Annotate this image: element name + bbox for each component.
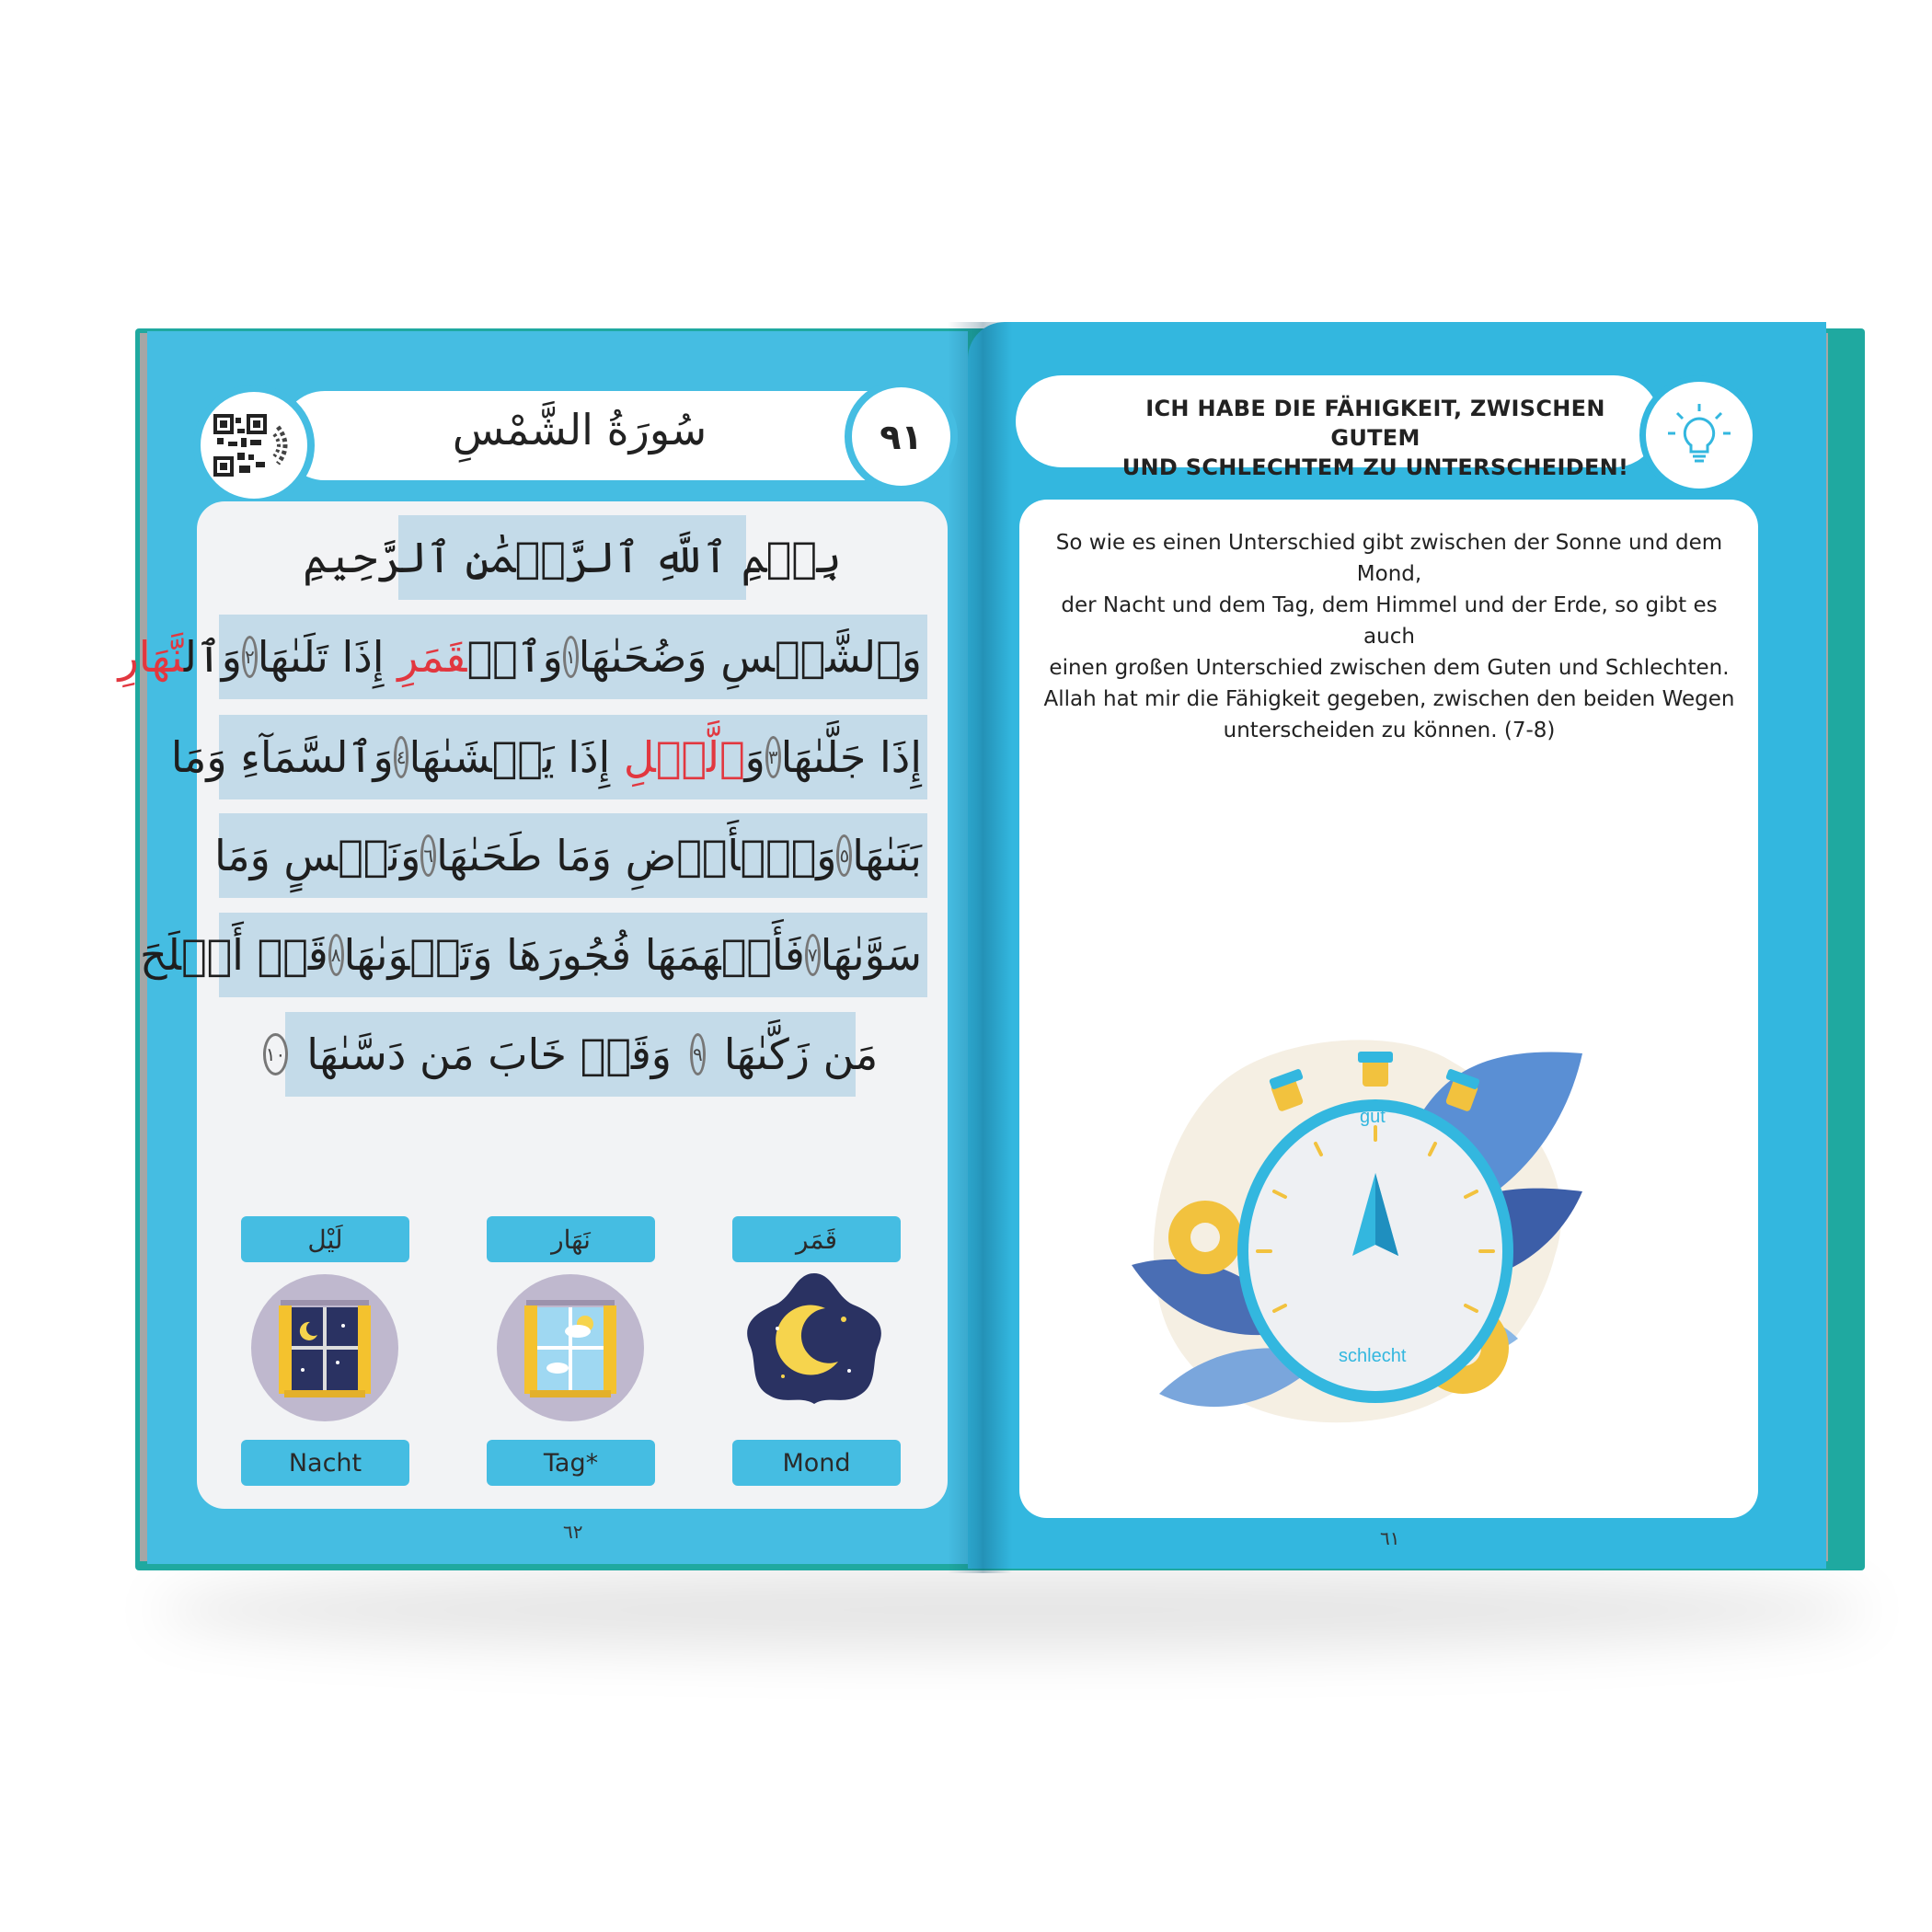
surah-number-badge: ٩١ xyxy=(845,380,958,493)
ayah-end-marker: ٣ xyxy=(765,736,781,778)
day-window-icon xyxy=(497,1274,644,1421)
left-page-number: ٦٢ xyxy=(563,1521,583,1543)
ayah-end-marker: ٢ xyxy=(242,636,258,678)
ayah-text: وَٱلشَّمۡسِ وَضُحَىٰهَا xyxy=(578,632,922,682)
heading-line-2: UND SCHLECHTEM ZU UNTERSCHEIDEN! xyxy=(1121,454,1629,480)
ayah-end-marker: ٦ xyxy=(420,834,436,877)
vocab-german-night: Nacht xyxy=(241,1440,409,1486)
ayah-line-3 xyxy=(213,813,927,898)
ayah-line-4 xyxy=(140,913,927,997)
ayah-text: وَٱلَّيۡلِ إِذَا يَغۡشَىٰهَا xyxy=(408,732,765,782)
qr-code-badge[interactable] xyxy=(193,385,315,506)
explanation-text xyxy=(1035,527,1743,746)
vocab-german-moon: Mond xyxy=(732,1440,901,1486)
ayah-end-marker: ٨ xyxy=(328,934,344,976)
ayah-end-marker: ٥ xyxy=(836,834,852,877)
vocab-arabic-moon: قَمَر xyxy=(732,1216,901,1262)
body-line: So wie es einen Unterschied gibt zwischen der Sonne und dem Mond, xyxy=(1055,531,1723,586)
lightbulb-icon xyxy=(1662,398,1736,472)
ayah-text: مَن زَكَّىٰهَا xyxy=(723,1029,879,1079)
ayah-text: وَٱلسَّمَآءِ وَمَا xyxy=(170,732,394,782)
ayah-end-marker: ١٠ xyxy=(263,1033,288,1075)
lightbulb-badge xyxy=(1639,375,1759,495)
vocab-german-day: Tag* xyxy=(487,1440,655,1486)
ayah-text: فَأَلۡهَمَهَا فُجُورَهَا وَتَقۡوَىٰهَا xyxy=(343,930,805,980)
body-line: der Nacht und dem Tag, dem Himmel und der Erde, so gibt es auch xyxy=(1061,593,1718,649)
ayah-text: وَٱلۡقَمَرِ إِذَا تَلَىٰهَا xyxy=(257,632,563,682)
ayah-text: قَدۡ أَفۡلَحَ xyxy=(140,930,328,980)
ayah-line-2 xyxy=(170,715,927,799)
ayah-end-marker: ٧ xyxy=(805,934,821,976)
basmala-line xyxy=(303,515,842,600)
vocab-arabic-day: نَهَار xyxy=(487,1216,655,1262)
compass-illustration xyxy=(1122,1026,1601,1449)
ayah-end-marker: ٩ xyxy=(690,1033,706,1075)
night-window-icon xyxy=(251,1274,398,1421)
vocab-arabic-night: لَيْل xyxy=(241,1216,409,1262)
dial-label-bad: schlecht xyxy=(1339,1346,1407,1366)
ayah-text: وَٱلۡأَرۡضِ وَمَا طَحَىٰهَا xyxy=(436,831,837,880)
ayah-text: إِذَا جَلَّىٰهَا xyxy=(780,732,922,782)
body-line: einen großen Unterschied zwischen dem Guten und Schlechten. xyxy=(1049,656,1730,680)
ayah-line-1 xyxy=(118,615,927,699)
ayah-text: وَنَفۡسٍ وَمَا xyxy=(213,831,421,880)
highlighted-word: قَمَرِ xyxy=(397,632,467,682)
ayah-text: سَوَّىٰهَا xyxy=(820,930,922,980)
ayah-line-5 xyxy=(265,1012,879,1097)
right-page-number: ٦١ xyxy=(1380,1527,1400,1549)
ayah-end-marker: ٤ xyxy=(394,736,409,778)
highlighted-word: نَّهَارِ xyxy=(118,632,184,682)
basmala-text: بِسۡمِ ٱللَّهِ ٱلرَّحۡمَٰنِ ٱلرَّحِيمِ xyxy=(303,533,842,582)
book-shadow xyxy=(156,1569,1868,1651)
heading-text xyxy=(1099,394,1651,482)
moon-icon xyxy=(741,1270,888,1417)
heading-line-1: ICH HABE DIE FÄHIGKEIT, ZWISCHEN GUTEM xyxy=(1145,396,1605,451)
surah-title: سُورَةُ الشَّمْسِ xyxy=(452,405,707,454)
qr-code-icon xyxy=(208,408,300,482)
ayah-text: وَٱلنَّهَارِ xyxy=(118,632,243,682)
body-line: Allah hat mir die Fähigkeit gegeben, zwischen den beiden Wegen xyxy=(1043,687,1735,711)
body-line: unterscheiden zu können. (7-8) xyxy=(1223,719,1556,742)
ayah-text: بَنَىٰهَا xyxy=(852,831,922,880)
dial-label-good: gut xyxy=(1360,1107,1386,1127)
ayah-text: وَقَدۡ خَابَ مَن دَسَّىٰهَا xyxy=(306,1029,673,1079)
highlighted-word: ٱلَّيۡلِ xyxy=(623,732,745,782)
book-gutter xyxy=(948,322,1012,1573)
ayah-end-marker: ١ xyxy=(563,636,579,678)
